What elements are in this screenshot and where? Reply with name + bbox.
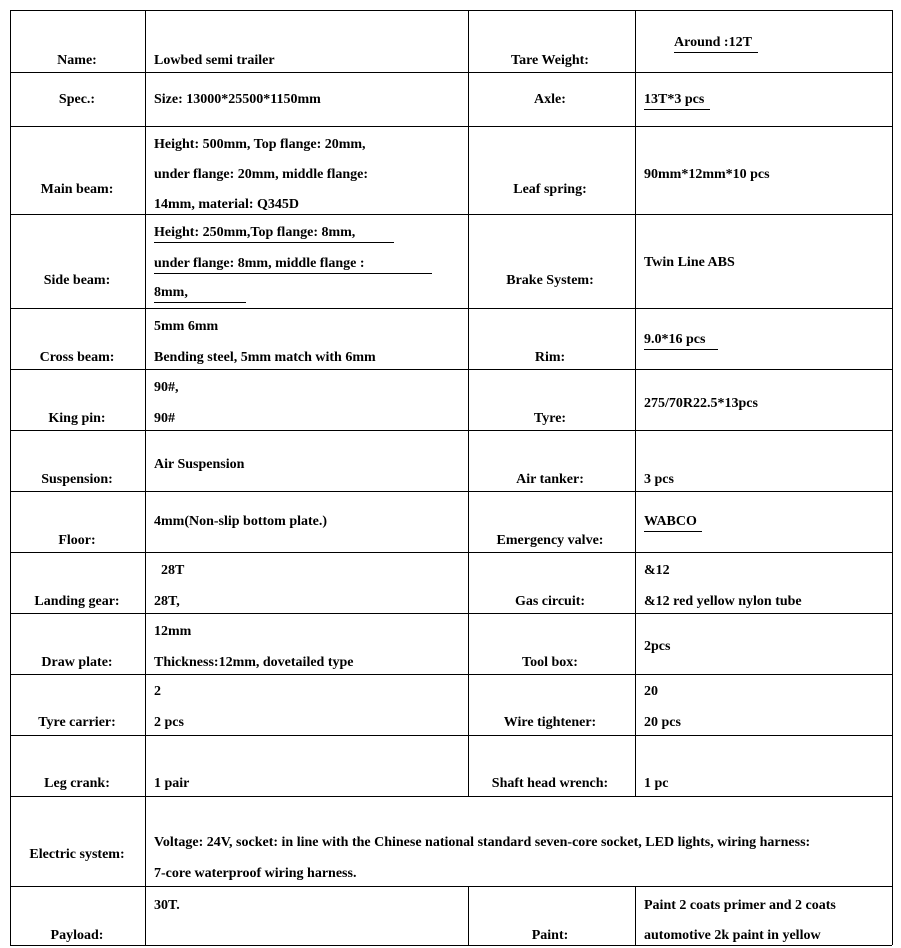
underline	[644, 109, 710, 110]
column-divider	[892, 72, 893, 126]
row-value-right: 20	[644, 684, 658, 699]
column-divider	[635, 10, 636, 72]
row-value-left: Lowbed semi trailer	[154, 53, 275, 68]
row-value-left: Voltage: 24V, socket: in line with the Chinese national standard seven-core socket, LED lights, wiring harness:	[154, 835, 811, 850]
column-divider	[145, 552, 146, 613]
row-value-right: 1 pc	[644, 776, 669, 791]
column-divider	[10, 214, 11, 308]
column-divider	[10, 491, 11, 552]
row-value-left: Height: 250mm,Top flange: 8mm,	[154, 225, 356, 240]
column-divider	[10, 735, 11, 796]
row-value-right: &12 red yellow nylon tube	[644, 594, 802, 609]
row-label-left: Floor:	[58, 533, 96, 548]
column-divider	[468, 72, 469, 126]
column-divider	[635, 214, 636, 308]
row-value-left: 2	[154, 684, 161, 699]
row-value-right: 20 pcs	[644, 715, 681, 730]
row-label-left: Main beam:	[40, 182, 114, 197]
column-divider	[635, 126, 636, 214]
underline	[674, 52, 758, 53]
row-value-right: 13T*3 pcs	[644, 92, 705, 107]
row-value-right: Twin Line ABS	[644, 255, 735, 270]
column-divider	[10, 10, 11, 72]
row-value-left: 90#,	[154, 380, 179, 395]
column-divider	[892, 369, 893, 430]
row-value-left: Air Suspension	[154, 457, 245, 472]
row-label-right: Wire tightener:	[503, 715, 597, 730]
column-divider	[635, 308, 636, 369]
row-divider	[10, 552, 892, 553]
row-value-left: 30T.	[154, 898, 180, 913]
column-divider	[635, 552, 636, 613]
column-divider	[10, 72, 11, 126]
column-divider	[892, 491, 893, 552]
row-value-left: 2 pcs	[154, 715, 184, 730]
column-divider	[10, 369, 11, 430]
column-divider	[145, 308, 146, 369]
row-divider	[10, 214, 892, 215]
row-value-right: 9.0*16 pcs	[644, 332, 706, 347]
column-divider	[145, 735, 146, 796]
column-divider	[635, 430, 636, 491]
row-label-left: Payload:	[50, 928, 104, 943]
row-divider	[10, 886, 892, 887]
row-label-left: Leg crank:	[44, 776, 110, 791]
underline	[154, 242, 394, 243]
column-divider	[145, 491, 146, 552]
column-divider	[145, 214, 146, 308]
row-label-left: Suspension:	[41, 472, 113, 487]
column-divider	[635, 72, 636, 126]
row-label-right: Emergency valve:	[496, 533, 604, 548]
column-divider	[892, 308, 893, 369]
row-value-left: Bending steel, 5mm match with 6mm	[154, 350, 376, 365]
row-label-right: Tyre:	[533, 411, 567, 426]
row-value-left: 5mm 6mm	[154, 319, 219, 334]
column-divider	[468, 735, 469, 796]
underline	[154, 302, 246, 303]
row-value-right: 90mm*12mm*10 pcs	[644, 167, 770, 182]
row-label-left: Side beam:	[43, 273, 111, 288]
underline	[644, 531, 702, 532]
column-divider	[635, 674, 636, 735]
underline	[154, 273, 432, 274]
column-divider	[145, 613, 146, 674]
column-divider	[635, 613, 636, 674]
column-divider	[635, 735, 636, 796]
row-divider	[10, 369, 892, 370]
row-value-right: 275/70R22.5*13pcs	[644, 396, 758, 411]
column-divider	[635, 369, 636, 430]
column-divider	[468, 214, 469, 308]
column-divider	[10, 796, 11, 886]
row-value-right: Around :12T	[674, 35, 752, 50]
column-divider	[145, 72, 146, 126]
row-value-right: 2pcs	[644, 639, 671, 654]
row-value-left: 8mm,	[154, 285, 188, 300]
row-value-left: under flange: 20mm, middle flange:	[154, 167, 369, 182]
column-divider	[892, 10, 893, 72]
row-value-right: 3 pcs	[644, 472, 674, 487]
column-divider	[468, 674, 469, 735]
row-divider	[10, 126, 892, 127]
column-divider	[892, 613, 893, 674]
row-label-right: Rim:	[534, 350, 566, 365]
row-value-left: under flange: 8mm, middle flange :	[154, 256, 365, 271]
column-divider	[892, 214, 893, 308]
row-value-left: Thickness:12mm, dovetailed type	[154, 655, 354, 670]
row-divider	[10, 491, 892, 492]
row-label-left: Spec.:	[58, 92, 96, 107]
row-label-left: King pin:	[48, 411, 106, 426]
row-value-left: 12mm	[154, 624, 192, 639]
row-value-left: 90#	[154, 411, 175, 426]
column-divider	[892, 886, 893, 945]
column-divider	[892, 735, 893, 796]
row-label-right: Tool box:	[522, 655, 578, 670]
row-label-right: Tare Weight:	[511, 53, 589, 68]
column-divider	[145, 796, 146, 886]
row-divider	[10, 945, 892, 946]
column-divider	[468, 10, 469, 72]
column-divider	[468, 126, 469, 214]
column-divider	[145, 10, 146, 72]
row-label-right: Leaf spring:	[513, 182, 587, 197]
row-label-right: Axle:	[534, 92, 566, 107]
column-divider	[10, 613, 11, 674]
column-divider	[468, 369, 469, 430]
column-divider	[892, 430, 893, 491]
row-label-left: Name:	[57, 53, 97, 68]
row-divider	[10, 613, 892, 614]
column-divider	[468, 552, 469, 613]
row-value-left: 28T	[161, 563, 185, 578]
row-label-right: Gas circuit:	[514, 594, 586, 609]
row-label-right: Air tanker:	[516, 472, 584, 487]
column-divider	[145, 886, 146, 945]
row-value-right: WABCO	[644, 514, 697, 529]
column-divider	[468, 613, 469, 674]
row-label-right: Paint:	[531, 928, 569, 943]
column-divider	[468, 430, 469, 491]
table-border-top	[10, 10, 892, 11]
column-divider	[892, 126, 893, 214]
column-divider	[468, 491, 469, 552]
column-divider	[10, 308, 11, 369]
row-divider	[10, 674, 892, 675]
row-value-left: 7-core waterproof wiring harness.	[154, 866, 357, 881]
column-divider	[145, 674, 146, 735]
column-divider	[10, 886, 11, 945]
row-value-left: Size: 13000*25500*1150mm	[154, 92, 321, 107]
column-divider	[892, 552, 893, 613]
column-divider	[10, 552, 11, 613]
row-value-left: 28T,	[154, 594, 180, 609]
column-divider	[892, 796, 893, 886]
column-divider	[10, 126, 11, 214]
row-label-left: Draw plate:	[41, 655, 113, 670]
column-divider	[10, 674, 11, 735]
column-divider	[145, 369, 146, 430]
row-value-left: Height: 500mm, Top flange: 20mm,	[154, 137, 366, 152]
column-divider	[468, 308, 469, 369]
row-label-right: Brake System:	[506, 273, 594, 288]
column-divider	[145, 430, 146, 491]
column-divider	[145, 126, 146, 214]
row-label-left: Tyre carrier:	[38, 715, 116, 730]
row-divider	[10, 796, 892, 797]
row-label-left: Landing gear:	[34, 594, 120, 609]
row-value-right: automotive 2k paint in yellow	[644, 928, 821, 943]
column-divider	[635, 491, 636, 552]
column-divider	[635, 886, 636, 945]
underline	[644, 349, 718, 350]
row-label-left: Cross beam:	[39, 350, 115, 365]
row-divider	[10, 430, 892, 431]
row-label-right: Shaft head wrench:	[491, 776, 609, 791]
column-divider	[892, 674, 893, 735]
column-divider	[468, 886, 469, 945]
row-value-left: 1 pair	[154, 776, 190, 791]
row-divider	[10, 308, 892, 309]
row-value-right: &12	[644, 563, 670, 578]
row-value-right: Paint 2 coats primer and 2 coats	[644, 898, 836, 913]
row-label-left: Electric system:	[29, 847, 125, 862]
row-divider	[10, 72, 892, 73]
row-value-left: 4mm(Non-slip bottom plate.)	[154, 514, 328, 529]
column-divider	[10, 430, 11, 491]
row-divider	[10, 735, 892, 736]
row-value-left: 14mm, material: Q345D	[154, 197, 300, 212]
